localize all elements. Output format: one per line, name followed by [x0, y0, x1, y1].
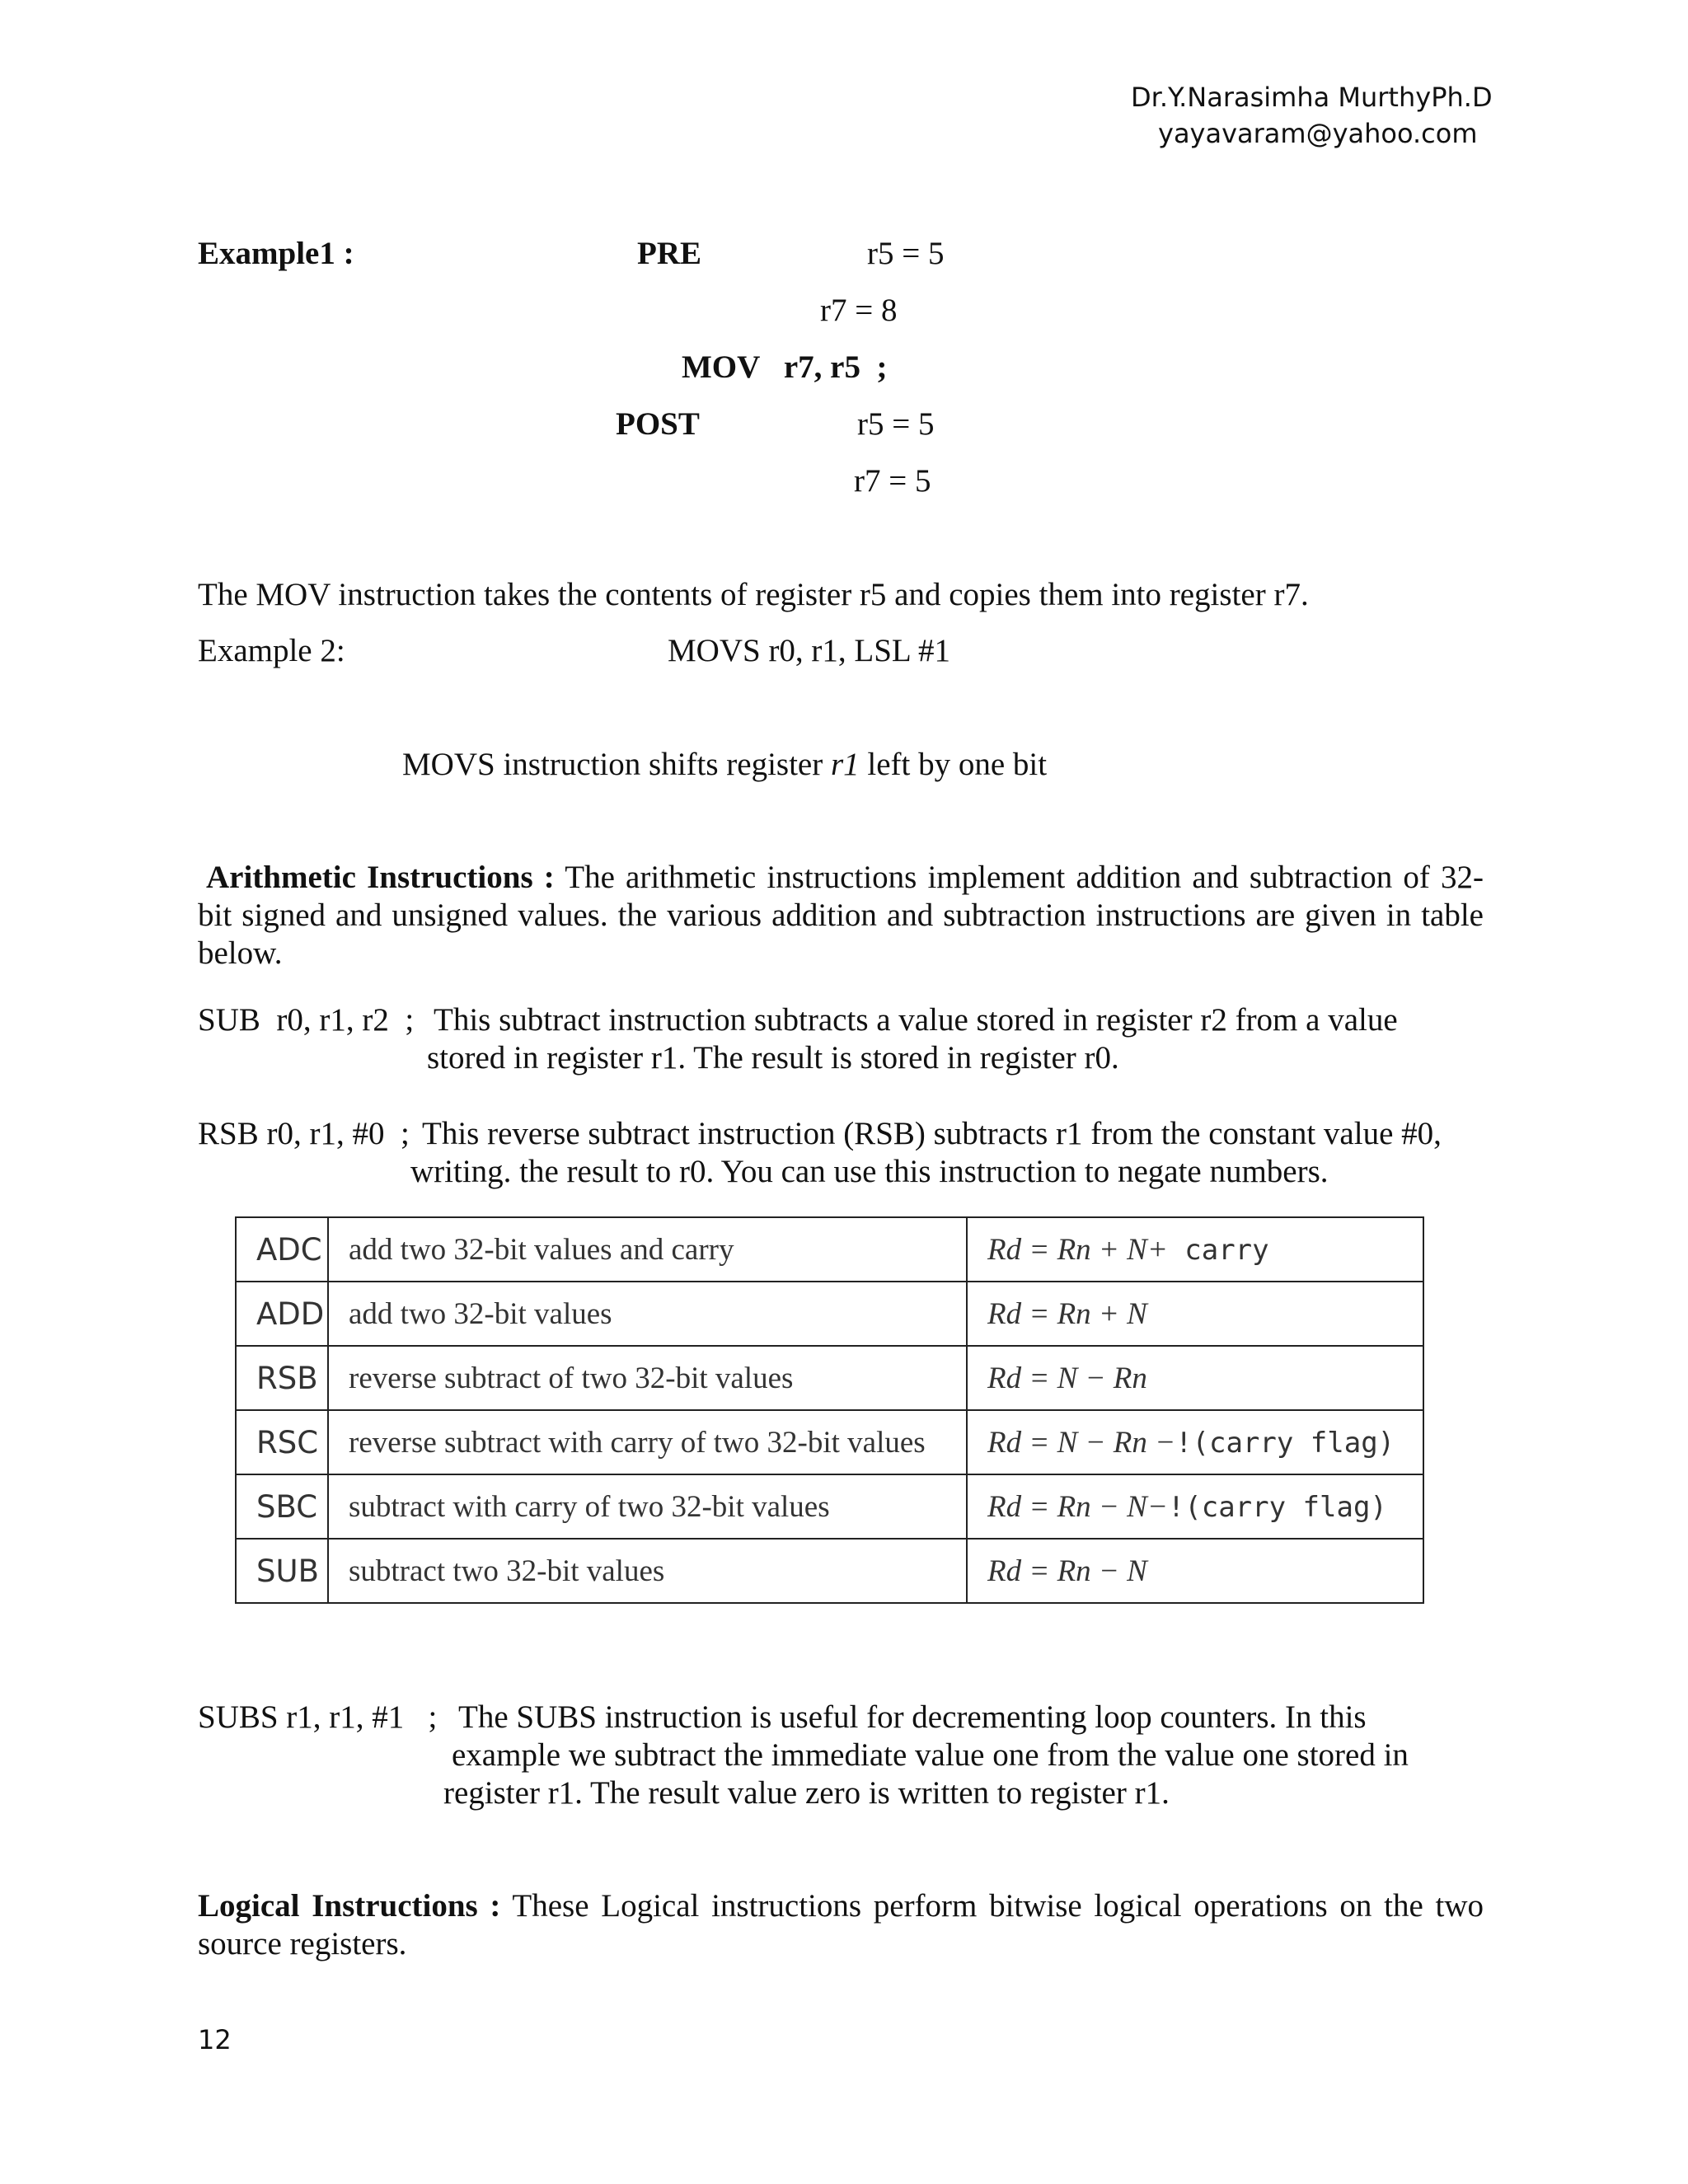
logical-heading: Logical Instructions :	[198, 1888, 501, 1924]
formula-flag: !(carry flag)	[1175, 1426, 1395, 1460]
sub-desc-line2: stored in register r1. The result is stored in register r0.	[427, 1040, 1119, 1076]
movs-description	[402, 746, 1047, 784]
table-row	[236, 1346, 1423, 1410]
formula-expression: Rd = Rn − N	[987, 1554, 1147, 1588]
instruction-formula-cell	[967, 1282, 1423, 1346]
table-row	[236, 1282, 1423, 1346]
table-row	[236, 1217, 1423, 1282]
instruction-description-cell: add two 32-bit values and carry	[328, 1217, 967, 1282]
logical-text: These Logical instructions perform bitwise logical operations on the two source registers.	[198, 1888, 1484, 1961]
instruction-formula-cell	[967, 1217, 1423, 1282]
formula-expression: Rd = N − Rn	[987, 1361, 1147, 1395]
pre-label: PRE	[637, 236, 701, 271]
example2-label: Example 2:	[198, 633, 345, 668]
instruction-formula-cell	[967, 1346, 1423, 1410]
table-row	[236, 1410, 1423, 1474]
instruction-code-cell: RSC	[236, 1410, 328, 1474]
formula-expression: Rd = N − Rn −	[987, 1425, 1176, 1460]
post-label: POST	[616, 406, 700, 442]
sub-desc-line1: This subtract instruction subtracts a value stored in register r2 from a value	[434, 1002, 1398, 1038]
formula-expression: Rd = Rn + N	[987, 1296, 1147, 1331]
example1-label: Example1 :	[198, 236, 354, 271]
formula-flag: carry	[1167, 1233, 1269, 1267]
instruction-formula-cell	[967, 1539, 1423, 1603]
rsb-code: RSB r0, r1, #0 ;	[198, 1116, 410, 1151]
pre-r7-value: r7 = 8	[820, 293, 898, 328]
logical-paragraph	[198, 1887, 1484, 1963]
author-email: yayavaram@yahoo.com	[1158, 118, 1478, 149]
pre-r5-value: r5 = 5	[867, 236, 945, 271]
table-row	[236, 1539, 1423, 1603]
post-r5-value: r5 = 5	[857, 406, 935, 442]
instruction-code-cell: SUB	[236, 1539, 328, 1603]
author-name: Dr.Y.Narasimha MurthyPh.D	[1131, 82, 1493, 113]
arithmetic-heading: Arithmetic Instructions :	[206, 860, 555, 895]
movs-desc-register: r1	[830, 747, 860, 782]
subs-desc-line3: register r1. The result value zero is written to register r1.	[443, 1775, 1170, 1811]
instruction-description-cell: add two 32-bit values	[328, 1282, 967, 1346]
post-r7-value: r7 = 5	[854, 463, 931, 499]
mov-description: The MOV instruction takes the contents of register r5 and copies them into register r7.	[198, 577, 1309, 612]
instruction-formula-cell	[967, 1474, 1423, 1539]
instruction-code-cell: ADD	[236, 1282, 328, 1346]
instruction-code-cell: RSB	[236, 1346, 328, 1410]
instruction-description-cell: reverse subtract with carry of two 32-bit values	[328, 1410, 967, 1474]
arithmetic-instructions-table	[235, 1216, 1424, 1604]
subs-desc-line2: example we subtract the immediate value one from the value one stored in	[452, 1737, 1409, 1773]
formula-expression: Rd = Rn − N−	[987, 1489, 1168, 1524]
instruction-description-cell: subtract two 32-bit values	[328, 1539, 967, 1603]
movs-instruction: MOVS r0, r1, LSL #1	[668, 633, 951, 668]
rsb-desc-line2: writing. the result to r0. You can use this instruction to negate numbers.	[410, 1154, 1329, 1189]
sub-code: SUB r0, r1, r2 ;	[198, 1002, 415, 1038]
mov-instruction: MOV r7, r5 ;	[682, 349, 888, 385]
instruction-code-cell: SBC	[236, 1474, 328, 1539]
instruction-formula-cell	[967, 1410, 1423, 1474]
movs-desc-before: MOVS instruction shifts register	[402, 747, 831, 782]
subs-code: SUBS r1, r1, #1 ;	[198, 1699, 438, 1735]
instruction-code-cell: ADC	[236, 1217, 328, 1282]
subs-desc-line1: The SUBS instruction is useful for decrementing loop counters. In this	[458, 1699, 1367, 1735]
instruction-description-cell: reverse subtract of two 32-bit values	[328, 1346, 967, 1410]
arithmetic-table-body	[236, 1217, 1423, 1603]
page-number: 12	[198, 2024, 232, 2055]
rsb-desc-line1: This reverse subtract instruction (RSB) subtracts r1 from the constant value #0,	[422, 1116, 1442, 1151]
movs-desc-after: left by one bit	[859, 747, 1048, 782]
arithmetic-text: The arithmetic instructions implement addition and subtraction of 32-bit signed and unsigned values. the various addition and subtraction instructions are given in table below.	[198, 860, 1484, 971]
instruction-description-cell: subtract with carry of two 32-bit values	[328, 1474, 967, 1539]
formula-flag: !(carry flag)	[1167, 1490, 1387, 1524]
formula-expression: Rd = Rn + N+	[987, 1232, 1168, 1267]
arithmetic-paragraph	[198, 859, 1484, 972]
table-row	[236, 1474, 1423, 1539]
